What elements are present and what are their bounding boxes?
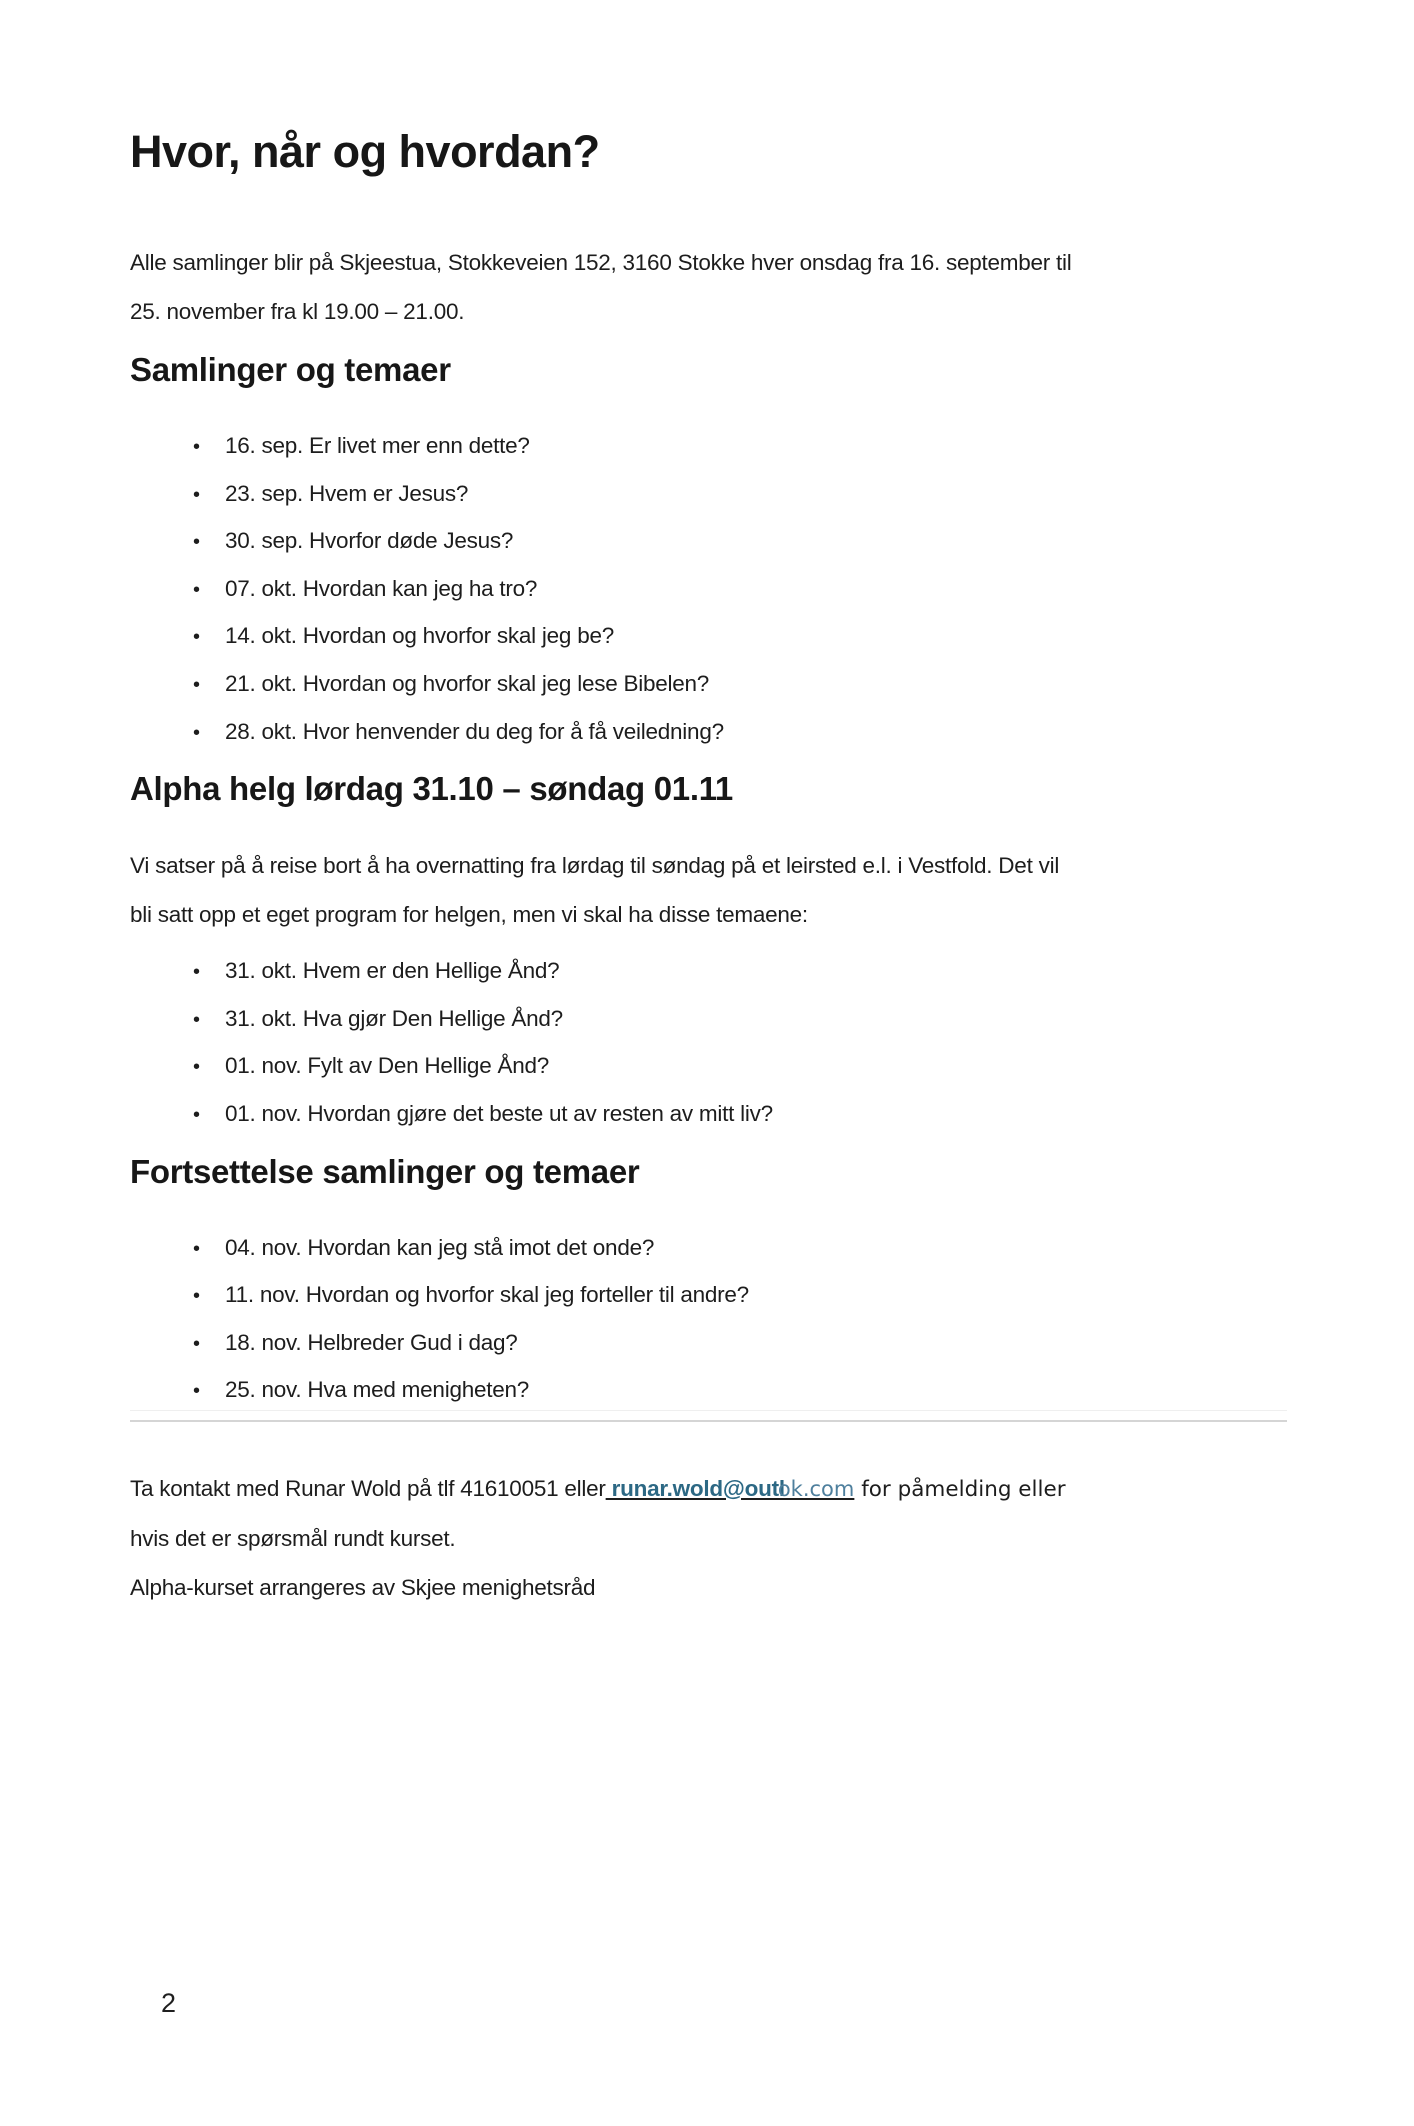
list-item — [225, 1042, 1287, 1090]
list-item — [225, 1319, 1287, 1367]
text-line: bli satt opp et eget program for helgen, men vi skal ha disse temaene: — [130, 902, 808, 928]
document-page — [0, 126, 1414, 2126]
bullet-dot — [193, 565, 200, 615]
list-item-text: 11. nov. Hvordan og hvorfor skal jeg forteller til andre? — [225, 1282, 749, 1308]
list-item — [225, 660, 1287, 708]
list-item — [225, 565, 1287, 613]
list-item-text: 30. sep. Hvorfor døde Jesus? — [225, 528, 514, 554]
list-item — [225, 470, 1287, 518]
list-item — [225, 1271, 1287, 1319]
list-item — [225, 995, 1287, 1043]
contact-text: for påmelding eller — [854, 1476, 1066, 1502]
bullet-dot — [193, 1319, 200, 1369]
bullet-dot — [193, 660, 200, 710]
email-link-tail: ok.com — [777, 1476, 855, 1501]
bullet-dot — [193, 1366, 200, 1416]
list-item-text: 01. nov. Fylt av Den Hellige Ånd? — [225, 1053, 550, 1079]
bullet-dot — [193, 517, 200, 567]
list-item-text: 28. okt. Hvor henvender du deg for å få veiledning? — [225, 718, 724, 744]
bullet-dot — [193, 612, 200, 662]
contact-line: hvis det er spørsmål rundt kurset. — [130, 1525, 456, 1551]
list-item-text: 16. sep. Er livet mer enn dette? — [225, 433, 530, 458]
text-line: Alle samlinger blir på Skjeestua, Stokkeveien 152, 3160 Stokke hver onsdag fra 16. september til — [130, 250, 1072, 275]
contact-text: Ta kontakt med Runar Wold på tlf 41610051 eller — [130, 1475, 606, 1501]
list-item-text: 14. okt. Hvordan og hvorfor skal jeg be? — [225, 623, 614, 649]
list-item-text: 07. okt. Hvordan kan jeg ha tro? — [225, 575, 538, 601]
list-item — [225, 1366, 1287, 1414]
bullet-dot — [193, 470, 200, 520]
list-item-text: 18. nov. Helbreder Gud i dag? — [225, 1329, 518, 1355]
bullet-dot — [193, 1042, 200, 1092]
bullet-dot — [193, 1090, 200, 1140]
bullet-dot — [193, 708, 200, 758]
page-title: Hvor, når og hvordan? — [130, 126, 600, 177]
contact-paragraph — [130, 1464, 1287, 1563]
list-item-text: 21. okt. Hvordan og hvorfor skal jeg lese Bibelen? — [225, 670, 710, 696]
bullet-dot — [193, 422, 200, 472]
contact-line — [130, 1464, 1287, 1514]
alpha-helg-paragraph — [130, 841, 1287, 939]
intro-paragraph — [130, 238, 1287, 336]
organizer-line: Alpha-kurset arrangeres av Skjee menighetsråd — [130, 1574, 596, 1600]
list-item — [225, 947, 1287, 995]
bullet-dot — [193, 1271, 200, 1321]
list-item — [225, 517, 1287, 565]
list-item — [225, 1090, 1287, 1138]
bullet-dot — [193, 995, 200, 1045]
list-item — [225, 422, 1287, 470]
list-item-text: 31. okt. Hva gjør Den Hellige Ånd? — [225, 1005, 563, 1031]
list-item-text: 31. okt. Hvem er den Hellige Ånd? — [225, 958, 560, 984]
list-item — [225, 612, 1287, 660]
section-heading-alpha-helg: Alpha helg lørdag 31.10 – søndag 01.11 — [130, 770, 733, 808]
section-heading-samlinger: Samlinger og temaer — [130, 351, 451, 388]
document-content — [0, 126, 1287, 1612]
page-number: 2 — [161, 1988, 177, 2018]
bullet-dot — [193, 947, 200, 997]
list-item-text: 01. nov. Hvordan gjøre det beste ut av resten av mitt liv? — [225, 1100, 773, 1126]
list-item — [225, 1224, 1287, 1272]
list-item-text: 25. nov. Hva med menigheten? — [225, 1377, 530, 1403]
list-item-text: 04. nov. Hvordan kan jeg stå imot det onde? — [225, 1234, 655, 1260]
topic-list-alpha-helg — [130, 947, 1287, 1137]
bullet-dot — [193, 1224, 200, 1274]
list-item-text: 23. sep. Hvem er Jesus? — [225, 480, 469, 506]
topic-list-fortsettelse — [130, 1224, 1287, 1414]
topic-list-samlinger — [130, 422, 1287, 755]
section-heading-fortsettelse: Fortsettelse samlinger og temaer — [130, 1152, 640, 1190]
text-line: Vi satser på å reise bort å ha overnatting fra lørdag til søndag på et leirsted e.l. i Vestfold. Det vil — [130, 853, 1060, 879]
email-link-main: runar.wold@outl — [605, 1475, 785, 1501]
email-link[interactable] — [606, 1476, 855, 1501]
list-item — [225, 708, 1287, 756]
text-line: 25. november fra kl 19.00 – 21.00. — [130, 299, 465, 324]
